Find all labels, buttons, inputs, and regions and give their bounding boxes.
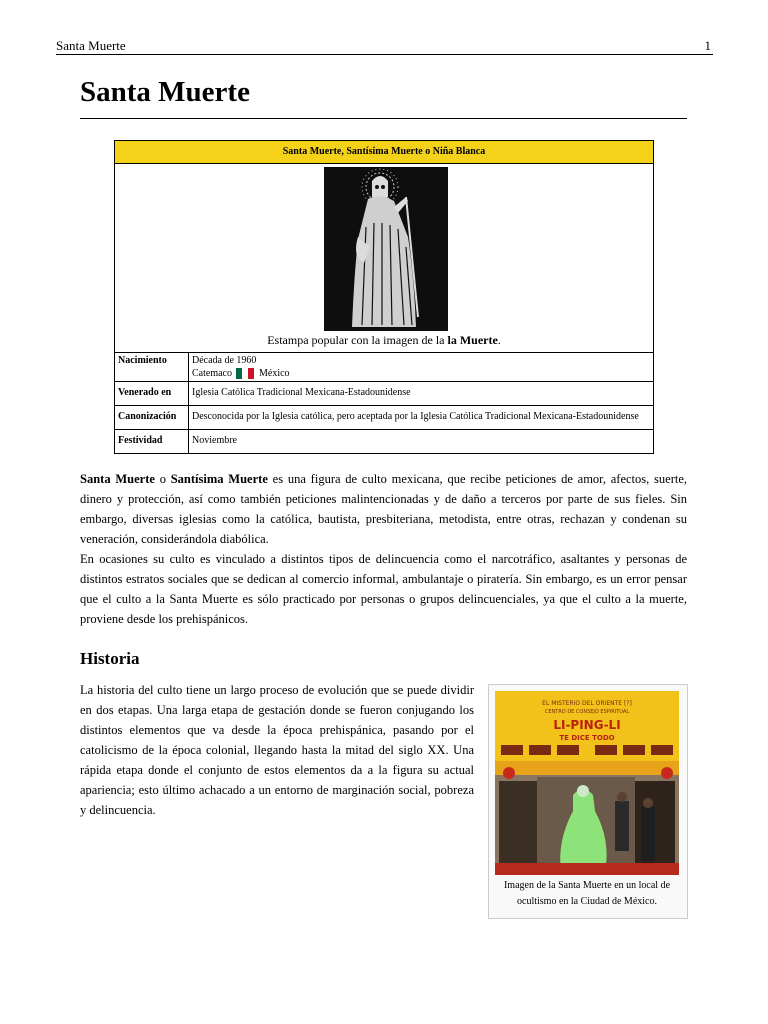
infobox-key: Nacimiento: [115, 353, 189, 381]
infobox-value: [189, 353, 653, 381]
infobox-value: Iglesia Católica Tradicional Mexicana-Estadounidense: [192, 387, 411, 399]
intro-connector: o: [154, 472, 171, 486]
intro-text: es una figura de culto mexicana, que recibe peticiones de amor, afectos, suerte, dinero y protección, así como también peticiones malintencionadas y de daño a terceros por parte de sus fieles. Sin embargo, diversas iglesias como la católica, bautista, presbiteriana, metodista, entre otras, rechazan y condenan su veneración, considerándola diabólica.: [80, 472, 688, 546]
birth-place: [192, 368, 650, 379]
page-title: Santa Muerte: [80, 76, 250, 108]
infobox-key: Festividad: [115, 430, 189, 453]
mexico-flag-icon: [236, 368, 254, 379]
caption-link-la-muerte[interactable]: la Muerte: [447, 333, 498, 347]
infobox-value: Desconocida por la Iglesia católica, pero aceptada por la Iglesia Católica Tradicional Mexicana-Estadounidense: [192, 411, 639, 423]
infobox-header: Santa Muerte, Santísima Muerte o Niña Blanca: [115, 141, 653, 164]
running-header: [56, 38, 713, 55]
term-santa-muerte: Santa Muerte: [80, 472, 155, 486]
infobox-value: Noviembre: [192, 435, 237, 447]
storefront-top-sign: EL MISTERIO DEL ORIENTE [?]: [542, 700, 632, 707]
infobox-row-festividad: [115, 430, 653, 453]
running-header-title: Santa Muerte: [56, 38, 126, 53]
storefront-caption: Imagen de la Santa Muerte en un local de ocultismo en la Ciudad de México.: [503, 880, 671, 907]
storefront-subtitle: CENTRO DE CONSEJO ESPIRITUAL: [544, 709, 630, 715]
infobox-row-venerado: [115, 382, 653, 406]
page-number: 1: [704, 38, 711, 53]
birth-place-country[interactable]: México: [258, 368, 290, 379]
engraving-illustration: [324, 167, 448, 331]
storefront-illustration: [495, 691, 679, 875]
caption-text: Estampa popular con la imagen de la: [267, 333, 448, 347]
storefront-bottom-sign: TE DICE TODO: [559, 734, 615, 742]
infobox-caption: [115, 333, 653, 348]
santa-muerte-engraving-image[interactable]: [324, 167, 448, 331]
section-heading-historia: Historia: [80, 649, 140, 668]
birth-date: Década de 1960: [192, 355, 257, 366]
intro-paragraph-2: En ocasiones su culto es vinculado a distintos tipos de delincuencia como el narcotráfico, asaltantes y personas de distintos estratos sociales que se dedican al comercio informal, ambulantaje o piratería. Sin embargo, es un error pensar que el culto a la Santa Muerte es sólo practicado por personas o grupos delincuenciales, ya que el culto a la muerte, proviene desde los prehispánicos.: [80, 552, 687, 626]
term-santisima-muerte: Santísima Muerte: [170, 472, 268, 486]
infobox-row-canonizacion: [115, 406, 653, 430]
birth-place-city[interactable]: Catemaco: [192, 368, 232, 379]
storefront-figure: [488, 684, 688, 919]
infobox: [114, 140, 654, 454]
caption-period: .: [497, 333, 501, 347]
infobox-image-cell: [115, 164, 653, 353]
storefront-main-sign: LI-PING-LI: [553, 718, 621, 732]
infobox-key: Venerado en: [115, 382, 189, 405]
infobox-key: Canonización: [115, 406, 189, 429]
historia-paragraph: La historia del culto tiene un largo proceso de evolución que se puede dividir en dos etapas. Una larga etapa de gestación donde se fueron conjugando los distintos elementos que va desde la época prehispánica, pasando por el catolicismo de la época colonial, llegando hasta la mitad del siglo XX. Una rápida etapa donde el conjunto de estos elementos da a la figura su actual apariencia; esto último achacado a un entorno de marginación social, pobreza y delincuencia.: [80, 683, 474, 817]
infobox-row-nacimiento: [115, 353, 653, 382]
title-divider: [80, 118, 687, 119]
intro-paragraph-1: [80, 469, 687, 549]
storefront-photo[interactable]: [495, 691, 679, 875]
